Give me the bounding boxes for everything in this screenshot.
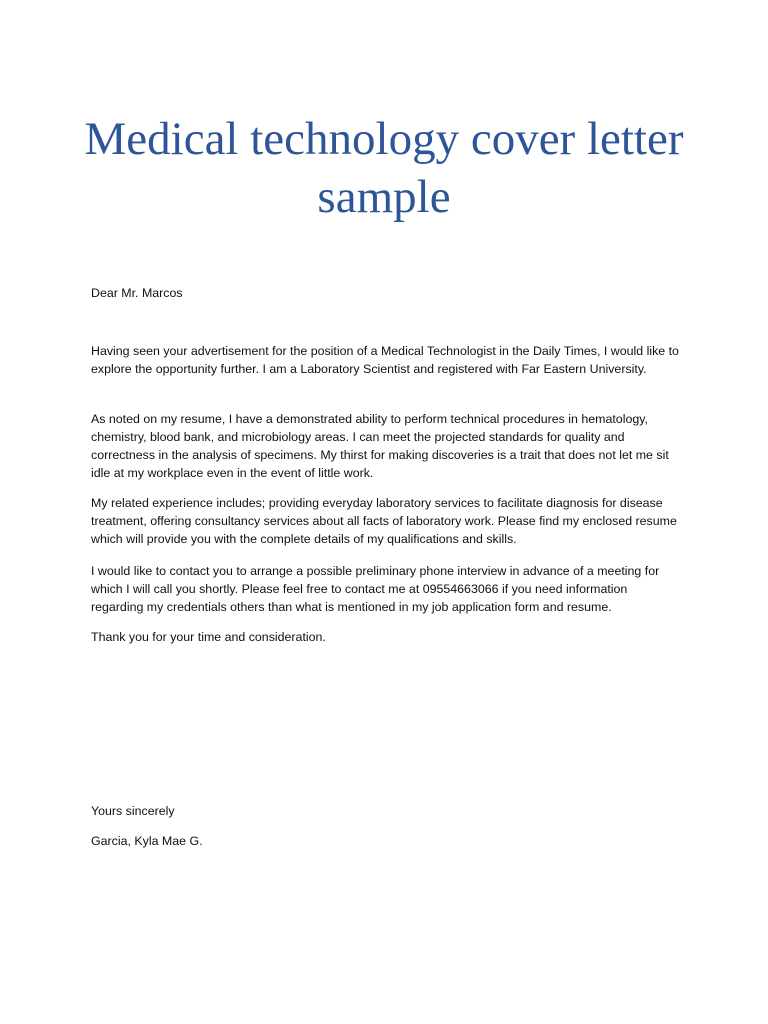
- document-title: Medical technology cover letter sample: [84, 113, 684, 223]
- letter-paragraph-3: My related experience includes; providing everyday laboratory services to facilitate diagnosis for disease treatment, offering consultancy services about all facts of laboratory work. Please find my enclosed resume which will provide you with the complete details of my qualifications and skills.: [91, 496, 677, 546]
- letter-salutation: Dear Mr. Marcos: [91, 286, 183, 300]
- letter-closing: Yours sincerely: [91, 804, 175, 818]
- letter-paragraph-2: As noted on my resume, I have a demonstrated ability to perform technical procedures in hematology, chemistry, blood bank, and microbiology areas. I can meet the projected standards for quality and correctness in the analysis of specimens. My thirst for making discoveries is a trait that does not let me sit idle at my workplace even in the event of little work.: [91, 412, 669, 480]
- letter-paragraph-4: I would like to contact you to arrange a possible preliminary phone interview in advance of a meeting for which I will call you shortly. Please feel free to contact me at 09554663066 if you need information regarding my credentials others than what is mentioned in my job application form and resume.: [91, 564, 660, 614]
- letter-paragraph-5: Thank you for your time and consideration.: [91, 630, 326, 644]
- letter-paragraph-1: Having seen your advertisement for the position of a Medical Technologist in the Daily Times, I would like to explore the opportunity further. I am a Laboratory Scientist and registered with Far Eastern University.: [91, 344, 679, 376]
- letter-signature: Garcia, Kyla Mae G.: [91, 834, 203, 848]
